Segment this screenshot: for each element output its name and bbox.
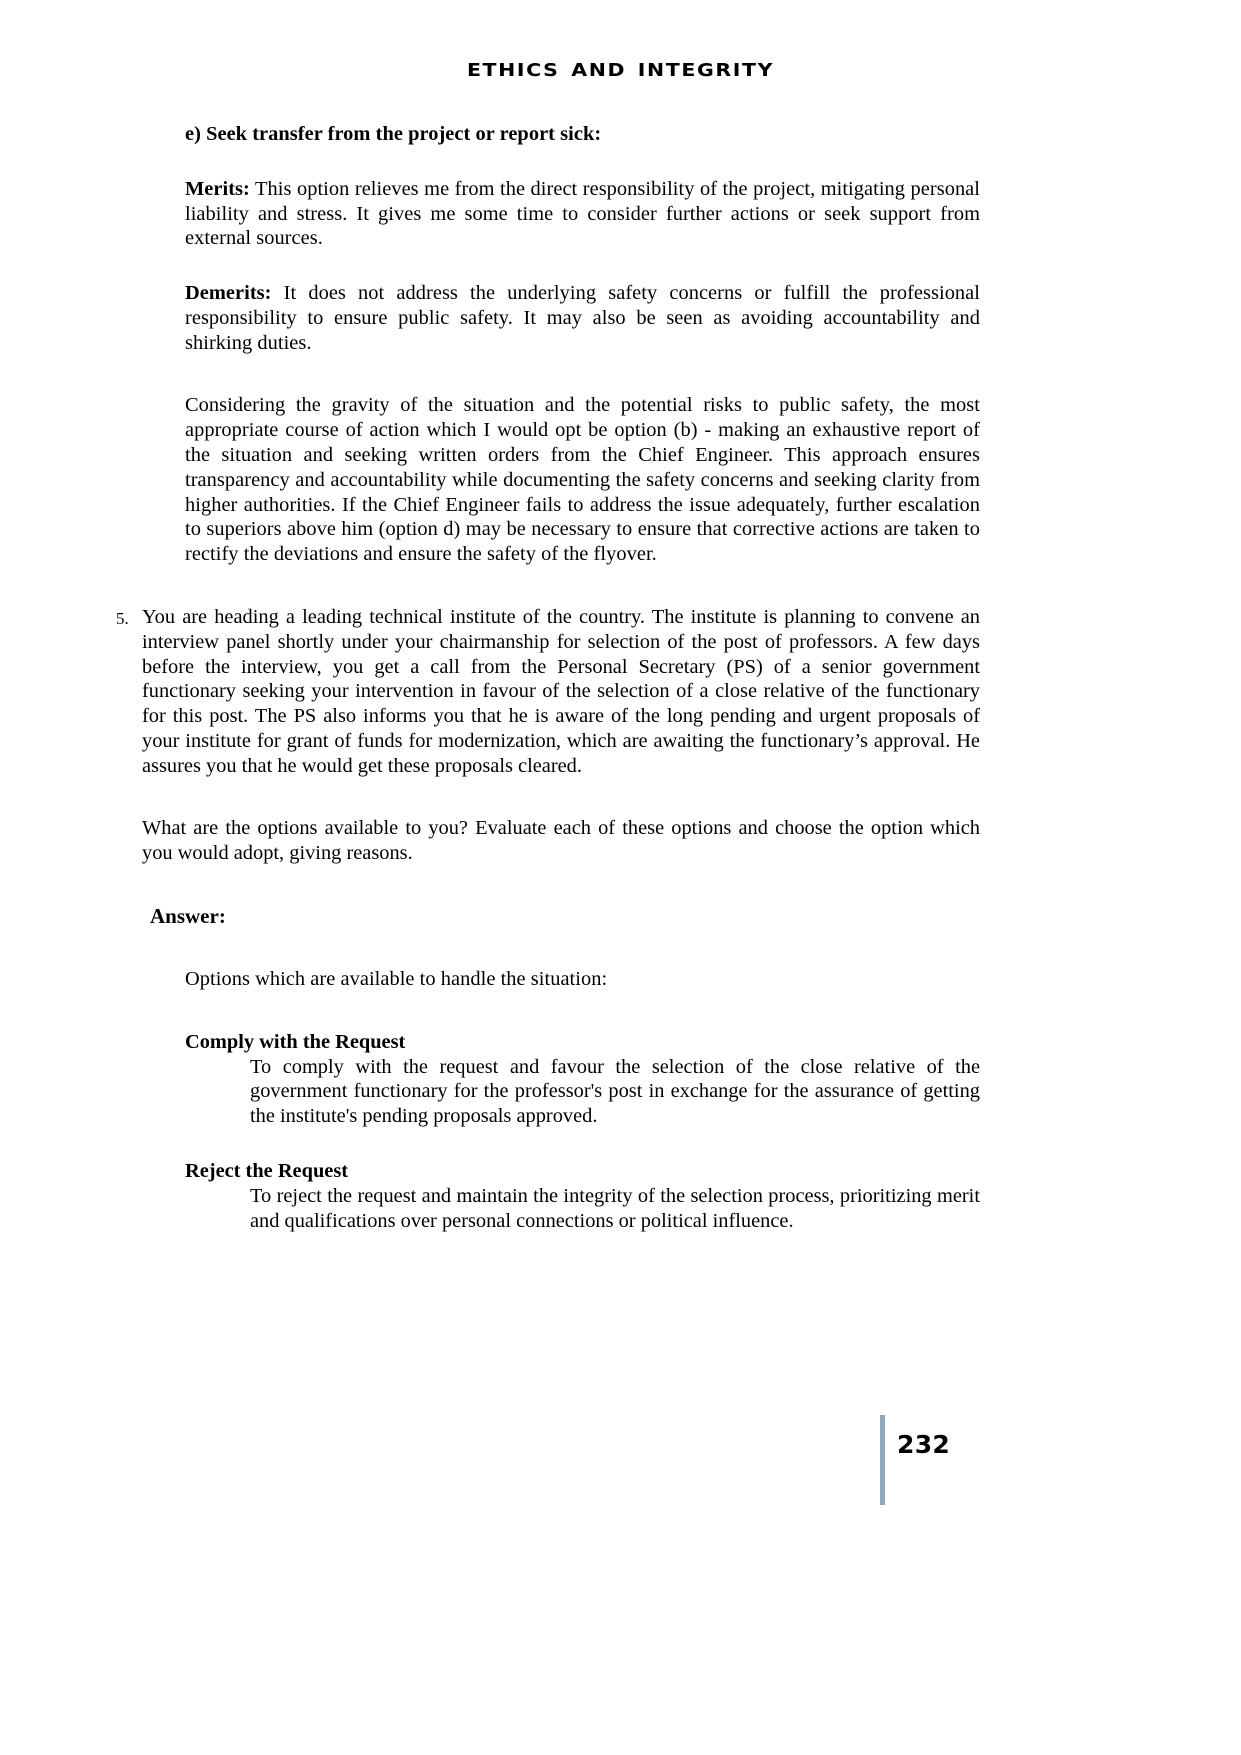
spacer: [112, 567, 980, 605]
demerits-label: Demerits:: [185, 282, 272, 305]
spacer: [112, 251, 980, 281]
page-content: [112, 122, 980, 1233]
spacer: [112, 1129, 980, 1159]
merits-paragraph: [185, 177, 980, 251]
spacer: [112, 992, 980, 1030]
spacer: [112, 866, 980, 904]
question-prompt: What are the options available to you? Evaluate each of these options and choose the option which you would adopt, giving reasons.: [142, 817, 980, 865]
answer-intro-block: [185, 967, 980, 992]
option-text: To reject the request and maintain the integrity of the selection process, prioritizing merit and qualifications over personal connections or political influence.: [250, 1184, 980, 1232]
demerits-paragraph: [185, 281, 980, 355]
merits-paragraph-text: [185, 177, 980, 251]
demerits-paragraph-text: [185, 281, 980, 355]
option-text: To comply with the request and favour the selection of the close relative of the government functionary for the professor's post in exchange for the assurance of getting the institute's pending proposals approved.: [250, 1055, 980, 1128]
running-header: [0, 58, 1241, 82]
question-prompt-block: [142, 816, 980, 866]
page-number: 232: [897, 1429, 951, 1459]
question-item-5: [116, 605, 980, 778]
question-number: 5.: [116, 608, 129, 628]
option-title: Reject the Request: [185, 1159, 349, 1182]
option-block-comply: [112, 1030, 980, 1129]
page-footer: [880, 1415, 950, 1505]
spacer: [112, 147, 980, 177]
option-title: Comply with the Request: [185, 1030, 406, 1053]
spacer: [112, 929, 980, 967]
question-text: You are heading a leading technical institute of the country. The institute is planning to convene an interview panel shortly under your chairmanship for selection of the post of professors. A few days before the interview, you get a call from the Personal Secretary (PS) of a senior government functionary seeking your intervention in favour of the selection of a close relative of the functionary for this post. The PS also informs you that he is aware of the long pending and urgent proposals of your institute for grant of funds for modernization, which are awaiting the functionary’s approval. He assures you that he would get these proposals cleared.: [142, 605, 980, 777]
spacer: [112, 778, 980, 816]
option-e-heading: e) Seek transfer from the project or report sick:: [185, 123, 602, 145]
merits-label: Merits:: [185, 177, 250, 200]
option-e-heading-block: [185, 122, 980, 147]
demerits-text: It does not address the underlying safety concerns or fulfill the professional responsibility to ensure public safety. It may also be seen as avoiding accountability and shirking duties.: [185, 282, 980, 354]
conclusion-paragraph-text: Considering the gravity of the situation and the potential risks to public safety, the most appropriate course of action which I would opt be option (b) - making an exhaustive report of the situation and seeking written orders from the Chief Engineer. This approach ensures transparency and accountability while documenting the safety concerns and seeking clarity from higher authorities. If the Chief Engineer fails to address the issue adequately, further escalation to superiors above him (option d) may be necessary to ensure that corrective actions are taken to rectify the deviations and ensure the safety of the flyover.: [185, 394, 980, 566]
spacer: [112, 355, 980, 393]
conclusion-paragraph: [185, 393, 980, 566]
footer-rule: [880, 1415, 885, 1505]
answer-intro: Options which are available to handle the situation:: [185, 967, 608, 990]
answer-heading: Answer:: [150, 903, 226, 928]
running-header-title: ETHICS AND INTEGRITY: [466, 59, 775, 81]
option-block-reject: [112, 1159, 980, 1233]
merits-text: This option relieves me from the direct responsibility of the project, mitigating personal liability and stress. It gives me some time to consider further actions or seek support from external sources.: [185, 177, 980, 250]
